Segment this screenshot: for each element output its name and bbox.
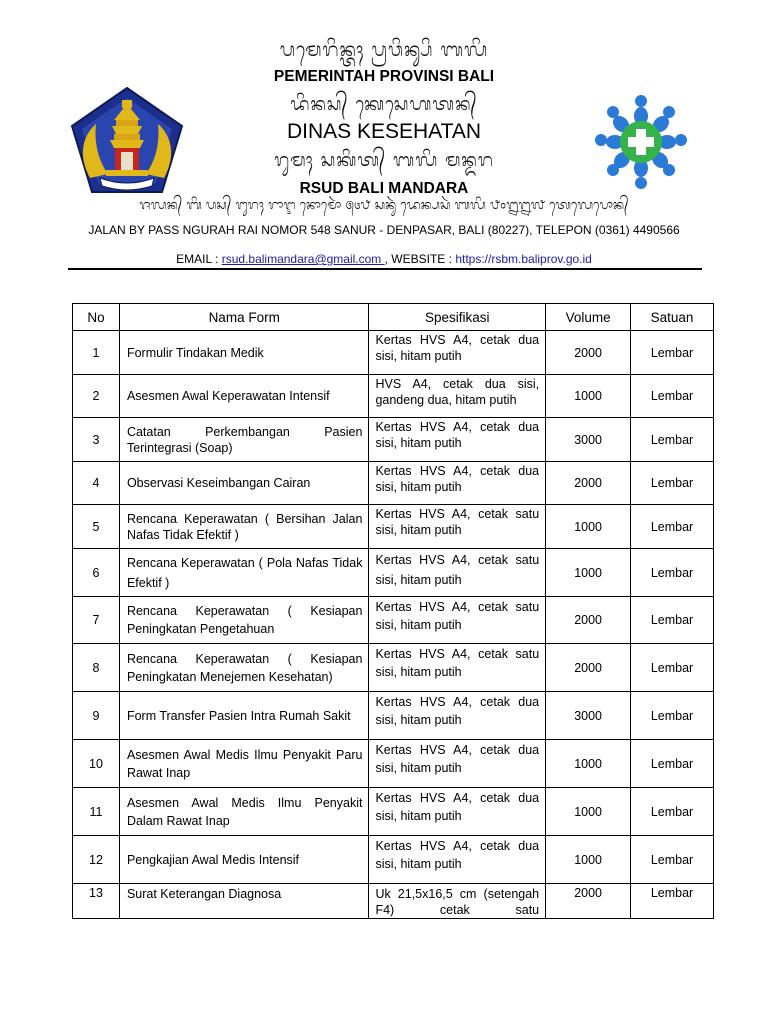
table-row bbox=[73, 692, 714, 740]
row-unit: Lembar bbox=[631, 788, 714, 836]
table-row bbox=[73, 597, 714, 644]
row-spec: Kertas HVS A4, cetak satu sisi, hitam putih bbox=[369, 597, 546, 644]
email-label: EMAIL : bbox=[176, 252, 222, 266]
row-unit: Lembar bbox=[631, 375, 714, 418]
email-link[interactable]: rsud.balimandara@gmail.com bbox=[221, 252, 385, 266]
row-volume: 1000 bbox=[546, 375, 631, 418]
row-spec: Kertas HVS A4, cetak dua sisi, hitam putih bbox=[369, 788, 546, 836]
row-name: Catatan Perkembangan Pasien Terintegrasi (Soap) bbox=[119, 418, 369, 462]
row-no: 10 bbox=[73, 740, 120, 788]
address-text: JALAN BY PASS NGURAH RAI NOMOR 548 SANUR - DENPASAR, BALI (80227), TELEPON (0361) 4490566 bbox=[88, 223, 680, 237]
row-spec: Kertas HVS A4, cetak dua sisi, hitam putih bbox=[369, 418, 546, 462]
province-title: PEMERINTAH PROVINSI BALI bbox=[273, 68, 495, 85]
balinese-script-hospital: ᬭᬸᬫᬄ ᬲᬓᬶᬢ᭄ ᬩᬮᬶ ᬫᬦ᭄ᬤᬭ bbox=[274, 150, 494, 171]
row-no: 13 bbox=[73, 884, 120, 919]
row-name: Form Transfer Pasien Intra Rumah Sakit bbox=[119, 692, 369, 740]
balinese-script-province: ᬧᬫᬾᬭᬶᬦ᭄ᬢᬄ ᬧ᭄ᬭᬯᬶᬦ᭄ᬲᬶ ᬩᬮᬶ bbox=[279, 39, 489, 61]
row-unit: Lembar bbox=[631, 418, 714, 462]
row-volume: 3000 bbox=[546, 418, 631, 462]
header-nama-form: Nama Form bbox=[119, 304, 369, 331]
table-row bbox=[73, 418, 714, 462]
row-unit: Lembar bbox=[631, 505, 714, 549]
row-name: Rencana Keperawatan ( Kesiapan Peningkatan Menejemen Kesehatan) bbox=[119, 644, 369, 692]
row-spec: Kertas HVS A4, cetak satu sisi, hitam putih bbox=[369, 505, 546, 549]
website-label: , WEBSITE : bbox=[384, 252, 456, 266]
row-spec: HVS A4, cetak dua sisi, gandeng dua, hitam putih bbox=[369, 375, 546, 418]
row-unit: Lembar bbox=[631, 597, 714, 644]
row-name: Observasi Keseimbangan Cairan bbox=[119, 462, 369, 505]
row-spec: Kertas HVS A4, cetak dua sisi, hitam putih bbox=[369, 331, 546, 375]
row-volume: 1000 bbox=[546, 788, 631, 836]
row-no: 2 bbox=[73, 375, 120, 418]
row-unit: Lembar bbox=[631, 836, 714, 884]
table-row bbox=[73, 462, 714, 505]
row-unit: Lembar bbox=[631, 644, 714, 692]
balinese-script-agency: ᬤᬶᬦᬲ᭄ ᬓᬾᬲᬾᬳᬢᬦ᭄ bbox=[290, 94, 478, 115]
row-no: 1 bbox=[73, 331, 120, 375]
table-row bbox=[73, 836, 714, 884]
row-spec: Kertas HVS A4, cetak dua sisi, hitam putih bbox=[369, 692, 546, 740]
row-no: 6 bbox=[73, 549, 120, 597]
header-satuan: Satuan bbox=[631, 304, 714, 331]
row-no: 5 bbox=[73, 505, 120, 549]
row-name: Rencana Keperawatan ( Pola Nafas Tidak Efektif ) bbox=[119, 549, 369, 597]
row-name: Asesmen Awal Medis Ilmu Penyakit Dalam Rawat Inap bbox=[119, 788, 369, 836]
header-spesifikasi: Spesifikasi bbox=[369, 304, 546, 331]
agency-title: DINAS KESEHATAN bbox=[286, 120, 482, 143]
header-divider bbox=[68, 268, 702, 270]
row-volume: 3000 bbox=[546, 692, 631, 740]
row-no: 7 bbox=[73, 597, 120, 644]
hospital-title: RSUD BALI MANDARA bbox=[299, 180, 469, 197]
header-volume: Volume bbox=[546, 304, 631, 331]
letterhead bbox=[0, 0, 768, 280]
row-name: Asesmen Awal Medis Ilmu Penyakit Paru Rawat Inap bbox=[119, 740, 369, 788]
table-header-row bbox=[73, 304, 714, 331]
contact-line bbox=[0, 252, 768, 266]
row-volume: 1000 bbox=[546, 740, 631, 788]
row-volume: 2000 bbox=[546, 644, 631, 692]
row-volume: 2000 bbox=[546, 884, 631, 919]
row-volume: 2000 bbox=[546, 597, 631, 644]
row-no: 4 bbox=[73, 462, 120, 505]
row-spec: Kertas HVS A4, cetak satu sisi, hitam putih bbox=[369, 644, 546, 692]
row-spec: Uk 21,5x16,5 cm (setengah F4) cetak satu bbox=[369, 884, 546, 919]
header-no: No bbox=[73, 304, 120, 331]
row-no: 3 bbox=[73, 418, 120, 462]
table-row bbox=[73, 644, 714, 692]
table-row bbox=[73, 549, 714, 597]
row-unit: Lembar bbox=[631, 462, 714, 505]
row-unit: Lembar bbox=[631, 692, 714, 740]
row-spec: Kertas HVS A4, cetak dua sisi, hitam putih bbox=[369, 740, 546, 788]
table-row bbox=[73, 331, 714, 375]
row-unit: Lembar bbox=[631, 331, 714, 375]
table-row bbox=[73, 505, 714, 549]
row-unit: Lembar bbox=[631, 740, 714, 788]
row-name: Asesmen Awal Keperawatan Intensif bbox=[119, 375, 369, 418]
row-volume: 2000 bbox=[546, 331, 631, 375]
row-spec: Kertas HVS A4, cetak dua sisi, hitam putih bbox=[369, 462, 546, 505]
row-no: 11 bbox=[73, 788, 120, 836]
row-volume: 1000 bbox=[546, 836, 631, 884]
row-name: Rencana Keperawatan ( Bersihan Jalan Nafas Tidak Efektif ) bbox=[119, 505, 369, 549]
row-no: 12 bbox=[73, 836, 120, 884]
row-unit: Lembar bbox=[631, 549, 714, 597]
row-no: 8 bbox=[73, 644, 120, 692]
row-spec: Kertas HVS A4, cetak dua sisi, hitam putih bbox=[369, 836, 546, 884]
row-volume: 1000 bbox=[546, 505, 631, 549]
table-row bbox=[73, 740, 714, 788]
table-row bbox=[73, 375, 714, 418]
balinese-script-address: ᬚᬮᬦ᭄ ᬩᬶ ᬧᬲ᭄ ᬗᬸᬭᬄ ᬭᬵᬇ ᬦᭀᬫᭀᬃ ᭕᭔᭘ ᬲᬦᬸᬃ ᬤᬾᬦ᭄ᬧᬲᬃ ᬩᬮᬶ ᭘᭐᭒᭒᭗ ᬢᬾᬮᬾᬧᭀᬦ᭄ bbox=[139, 198, 629, 213]
row-no: 9 bbox=[73, 692, 120, 740]
row-name: Pengkajian Awal Medis Intensif bbox=[119, 836, 369, 884]
table-row bbox=[73, 788, 714, 836]
forms-table bbox=[72, 303, 714, 919]
table-row bbox=[73, 884, 714, 919]
website-link[interactable]: https://rsbm.baliprov.go.id bbox=[455, 252, 592, 266]
row-name: Formulir Tindakan Medik bbox=[119, 331, 369, 375]
row-name: Rencana Keperawatan ( Kesiapan Peningkatan Pengetahuan bbox=[119, 597, 369, 644]
row-volume: 2000 bbox=[546, 462, 631, 505]
row-name: Surat Keterangan Diagnosa bbox=[119, 884, 369, 919]
row-volume: 1000 bbox=[546, 549, 631, 597]
row-spec: Kertas HVS A4, cetak satu sisi, hitam putih bbox=[369, 549, 546, 597]
row-unit: Lembar bbox=[631, 884, 714, 919]
